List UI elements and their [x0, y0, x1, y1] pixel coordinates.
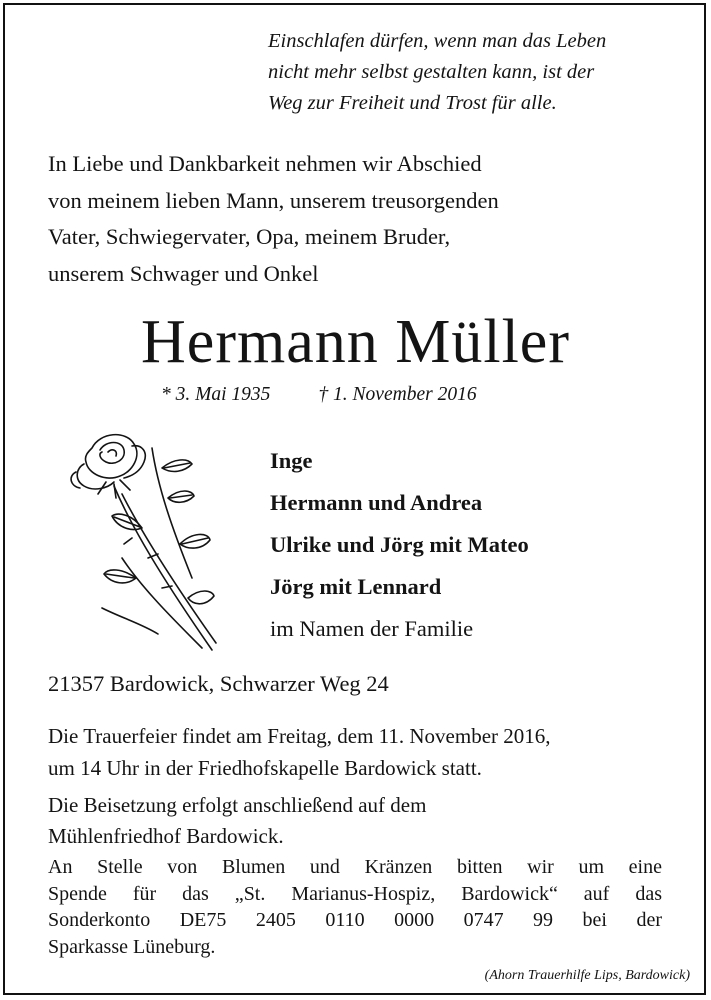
- intro-line: unserem Schwager und Onkel: [48, 260, 319, 286]
- donation-line: Sparkasse Lüneburg.: [48, 935, 216, 958]
- quote-line: nicht mehr selbst gestalten kann, ist der: [268, 61, 595, 83]
- memorial-quote: [268, 26, 698, 119]
- rose-icon: [62, 428, 222, 658]
- quote-line: Einschlafen dürfen, wenn man das Leben: [268, 30, 607, 52]
- service-line: um 14 Uhr in der Friedhofskapelle Bardowick statt.: [48, 756, 482, 780]
- funeral-home-credit: (Ahorn Trauerhilfe Lips, Bardowick): [484, 968, 690, 983]
- family-member: Inge: [270, 448, 313, 473]
- intro-line: Vater, Schwiegervater, Opa, meinem Bruder,: [48, 224, 451, 249]
- donation-line: Spende für das „St. Marianus-Hospiz, Bardowick“ auf das: [48, 882, 662, 905]
- intro-line: In Liebe und Dankbarkeit nehmen wir Abschied: [48, 151, 482, 176]
- service-info: [48, 720, 698, 784]
- deceased-name: Hermann Müller: [141, 308, 570, 376]
- birth-date: * 3. Mai 1935: [161, 384, 271, 405]
- family-member: Hermann und Andrea: [270, 490, 483, 515]
- donation-line: An Stelle von Blumen und Kränzen bitten wir um eine: [48, 856, 662, 878]
- service-line: Die Trauerfeier findet am Freitag, dem 11. November 2016,: [48, 724, 551, 748]
- donation-line: Sonderkonto DE75 2405 0110 0000 0747 99 bei der: [48, 909, 662, 931]
- family-address: 21357 Bardowick, Schwarzer Weg 24: [48, 671, 389, 696]
- family-signatures: [270, 440, 690, 650]
- burial-line: Mühlenfriedhof Bardowick.: [48, 824, 284, 848]
- life-dates: [161, 382, 581, 408]
- quote-line: Weg zur Freiheit und Trost für alle.: [268, 92, 557, 114]
- intro-line: von meinem lieben Mann, unserem treusorgenden: [48, 187, 499, 213]
- intro-text: [48, 146, 688, 292]
- family-member: Ulrike und Jörg mit Mateo: [270, 532, 529, 557]
- death-date: † 1. November 2016: [318, 384, 477, 405]
- family-closing: im Namen der Familie: [270, 616, 474, 641]
- burial-line: Die Beisetzung erfolgt anschließend auf dem: [48, 793, 427, 817]
- family-member: Jörg mit Lennard: [270, 574, 442, 599]
- donation-request: [48, 854, 662, 960]
- burial-info: [48, 790, 698, 852]
